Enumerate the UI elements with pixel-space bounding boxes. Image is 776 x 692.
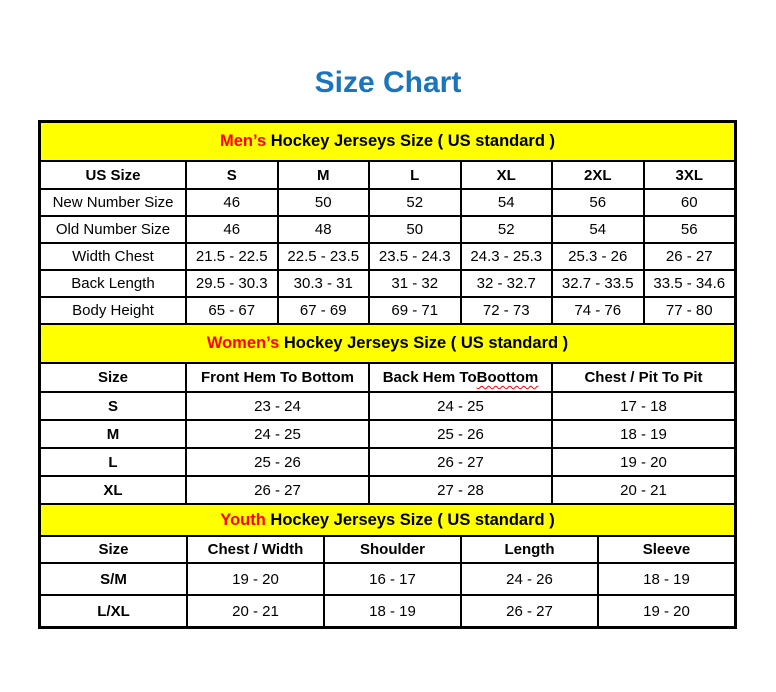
womens-section-title-rest: Hockey Jerseys Size ( US standard ) (279, 334, 569, 352)
column-header (368, 362, 551, 391)
youth-section-title-rest: Hockey Jerseys Size ( US standard ) (265, 510, 555, 529)
womens-header-row (41, 362, 734, 391)
table-cell: 72 - 73 (460, 296, 552, 323)
table-cell: 19 - 20 (186, 562, 323, 594)
column-header: 3XL (643, 160, 735, 188)
table-row (41, 475, 734, 503)
column-header: Chest / Width (186, 535, 323, 562)
table-cell: 50 (368, 215, 460, 242)
table-cell: 24 - 25 (185, 419, 368, 447)
table-cell: 23 - 24 (185, 391, 368, 419)
row-label: L/XL (41, 594, 186, 626)
row-label: Body Height (41, 296, 185, 323)
column-header: Shoulder (323, 535, 460, 562)
table-cell: 17 - 18 (551, 391, 734, 419)
table-cell: 21.5 - 22.5 (185, 242, 277, 269)
table-cell: 69 - 71 (368, 296, 460, 323)
column-header: Size (41, 535, 186, 562)
table-cell: 24 - 26 (460, 562, 597, 594)
table-cell: 26 - 27 (643, 242, 735, 269)
table-cell: 52 (368, 188, 460, 215)
table-cell: 60 (643, 188, 735, 215)
table-cell: 56 (643, 215, 735, 242)
table-cell: 19 - 20 (551, 447, 734, 475)
mens-section-highlight: Men’s (219, 132, 267, 150)
table-cell: 18 - 19 (597, 562, 734, 594)
row-label: S (41, 391, 185, 419)
table-cell: 54 (460, 188, 552, 215)
table-cell: 33.5 - 34.6 (643, 269, 735, 296)
column-header-text: Back Hem To (382, 369, 477, 386)
table-row (41, 296, 734, 323)
table-row (41, 188, 734, 215)
column-header: US Size (41, 160, 185, 188)
table-cell: 46 (185, 215, 277, 242)
table-cell: 22.5 - 23.5 (277, 242, 369, 269)
table-cell: 32 - 32.7 (460, 269, 552, 296)
table-cell: 32.7 - 33.5 (551, 269, 643, 296)
youth-section-highlight: Youth (220, 510, 266, 529)
table-cell: 23.5 - 24.3 (368, 242, 460, 269)
row-label: S/M (41, 562, 186, 594)
table-cell: 26 - 27 (368, 447, 551, 475)
table-cell: 31 - 32 (368, 269, 460, 296)
table-cell: 27 - 28 (368, 475, 551, 503)
size-chart-table (38, 120, 737, 629)
table-cell: 46 (185, 188, 277, 215)
row-label: XL (41, 475, 185, 503)
column-header: S (185, 160, 277, 188)
table-row (41, 594, 734, 626)
table-cell: 18 - 19 (551, 419, 734, 447)
youth-header-row (41, 535, 734, 562)
table-row (41, 269, 734, 296)
table-cell: 26 - 27 (460, 594, 597, 626)
column-header: M (277, 160, 369, 188)
mens-header-row (41, 160, 734, 188)
column-header: Front Hem To Bottom (185, 362, 368, 391)
table-row (41, 391, 734, 419)
column-header: Size (41, 362, 185, 391)
table-cell: 48 (277, 215, 369, 242)
row-label: L (41, 447, 185, 475)
misspelled-word: Boottom (476, 369, 539, 386)
womens-section-header (41, 323, 734, 362)
table-cell: 56 (551, 188, 643, 215)
table-row (41, 562, 734, 594)
table-cell: 52 (460, 215, 552, 242)
table-cell: 30.3 - 31 (277, 269, 369, 296)
table-cell: 25.3 - 26 (551, 242, 643, 269)
table-cell: 65 - 67 (185, 296, 277, 323)
page-title: Size Chart (314, 66, 462, 99)
table-cell: 19 - 20 (597, 594, 734, 626)
table-cell: 16 - 17 (323, 562, 460, 594)
table-cell: 29.5 - 30.3 (185, 269, 277, 296)
table-cell: 20 - 21 (186, 594, 323, 626)
column-header: L (368, 160, 460, 188)
row-label: Back Length (41, 269, 185, 296)
mens-section-title-rest: Hockey Jerseys Size ( US standard ) (266, 132, 556, 150)
table-cell: 77 - 80 (643, 296, 735, 323)
table-cell: 25 - 26 (368, 419, 551, 447)
table-cell: 26 - 27 (185, 475, 368, 503)
row-label: Old Number Size (41, 215, 185, 242)
table-cell: 18 - 19 (323, 594, 460, 626)
mens-section-header (41, 123, 734, 160)
womens-section-highlight: Women’s (206, 334, 280, 352)
column-header: Sleeve (597, 535, 734, 562)
table-cell: 50 (277, 188, 369, 215)
table-row (41, 215, 734, 242)
row-label: New Number Size (41, 188, 185, 215)
table-cell: 24.3 - 25.3 (460, 242, 552, 269)
table-cell: 25 - 26 (185, 447, 368, 475)
youth-section-header (41, 503, 734, 535)
column-header: XL (460, 160, 552, 188)
table-cell: 67 - 69 (277, 296, 369, 323)
table-cell: 20 - 21 (551, 475, 734, 503)
table-row (41, 447, 734, 475)
row-label: M (41, 419, 185, 447)
row-label: Width Chest (41, 242, 185, 269)
table-cell: 54 (551, 215, 643, 242)
table-row (41, 419, 734, 447)
table-cell: 24 - 25 (368, 391, 551, 419)
column-header: Chest / Pit To Pit (551, 362, 734, 391)
table-cell: 74 - 76 (551, 296, 643, 323)
column-header: 2XL (551, 160, 643, 188)
table-row (41, 242, 734, 269)
column-header: Length (460, 535, 597, 562)
